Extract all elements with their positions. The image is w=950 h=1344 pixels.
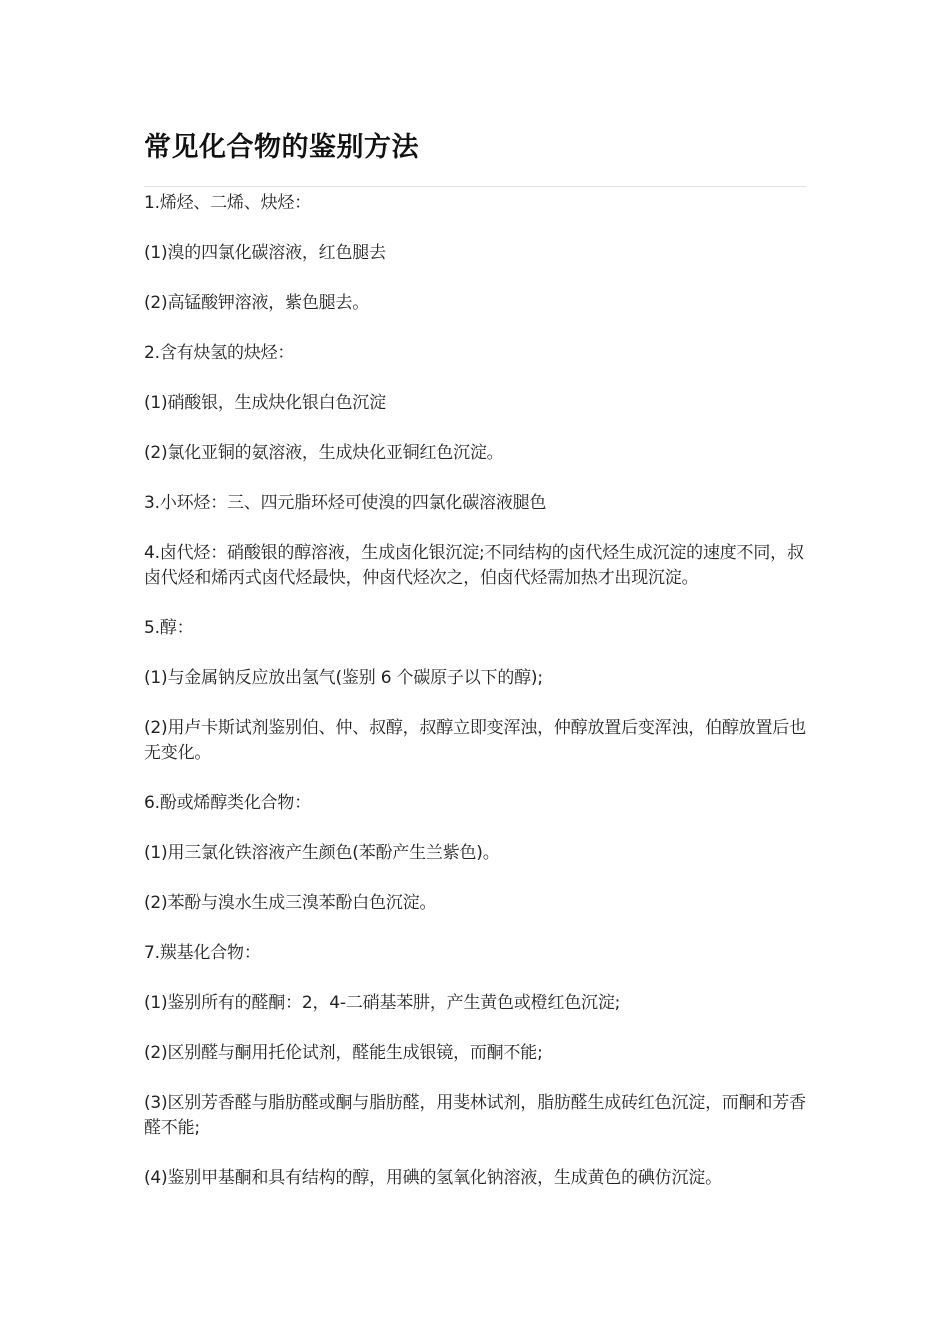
document-title: 常见化合物的鉴别方法 [144, 132, 419, 163]
paragraph: 3.小环烃：三、四元脂环烃可使溴的四氯化碳溶液腿色 [144, 493, 547, 513]
paragraph: (4)鉴别甲基酮和具有结构的醇，用碘的氢氧化钠溶液，生成黄色的碘仿沉淀。 [144, 1168, 722, 1188]
document-page [144, 128, 806, 1216]
paragraph: 6.酚或烯醇类化合物： [144, 793, 312, 813]
paragraph: (1)鉴别所有的醛酮：2，4-二硝基苯肼，产生黄色或橙红色沉淀; [144, 993, 621, 1013]
paragraph: (2)区别醛与酮用托伦试剂，醛能生成银镜，而酮不能; [144, 1043, 543, 1063]
paragraph: (1)溴的四氯化碳溶液，红色腿去 [144, 243, 386, 263]
paragraph: (1)与金属钠反应放出氢气(鉴别 6 个碳原子以下的醇); [144, 668, 543, 688]
paragraph: (2)用卢卡斯试剂鉴别伯、仲、叔醇，叔醇立即变浑浊，仲醇放置后变浑浊，伯醇放置后也无变化。 [144, 718, 806, 763]
paragraph: 4.卤代烃：硝酸银的醇溶液，生成卤化银沉淀;不同结构的卤代烃生成沉淀的速度不同，叔卤代烃和烯丙式卤代烃最快，仲卤代烃次之，伯卤代烃需加热才出现沉淀。 [144, 543, 804, 588]
paragraph: 5.醇： [144, 618, 194, 638]
paragraph: 1.烯烃、二烯、炔烃： [144, 193, 312, 213]
title-divider [144, 186, 806, 187]
paragraph: 7.羰基化合物： [144, 943, 261, 963]
paragraph: (2)高锰酸钾溶液，紫色腿去。 [144, 293, 370, 313]
paragraph: (2)氯化亚铜的氨溶液，生成炔化亚铜红色沉淀。 [144, 443, 504, 463]
paragraph: (3)区别芳香醛与脂肪醛或酮与脂肪醛，用斐林试剂，脂肪醛生成砖红色沉淀，而酮和芳香醛不能; [144, 1093, 806, 1138]
paragraph: 2.含有炔氢的炔烃： [144, 343, 295, 363]
paragraph: (1)用三氯化铁溶液产生颜色(苯酚产生兰紫色)。 [144, 843, 500, 863]
paragraph: (2)苯酚与溴水生成三溴苯酚白色沉淀。 [144, 893, 437, 913]
document-body [144, 191, 806, 1191]
paragraph: (1)硝酸银，生成炔化银白色沉淀 [144, 393, 386, 413]
